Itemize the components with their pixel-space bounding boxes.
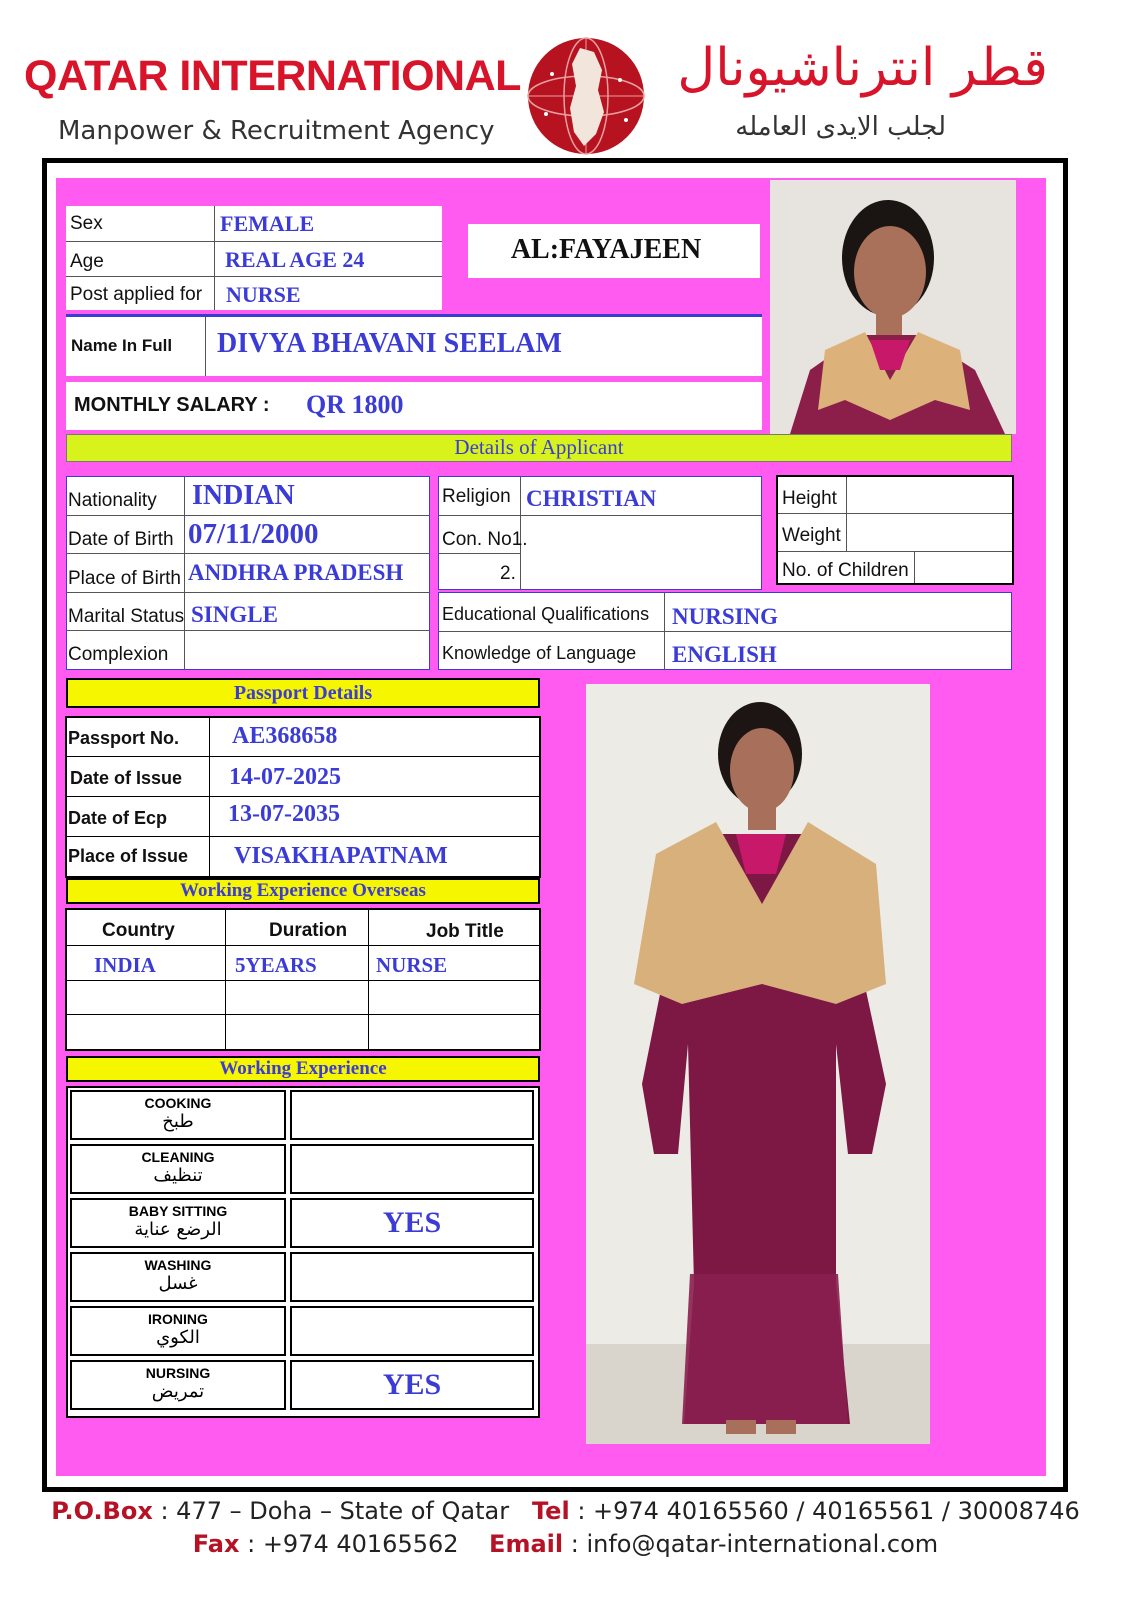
experience-header-bar: Working Experience	[66, 1056, 540, 1082]
experience-skill-name: CLEANING	[141, 1149, 215, 1165]
expiry-date-label: Date of Ecp	[68, 808, 168, 828]
experience-skill-arabic: غسل	[158, 1273, 198, 1294]
fax-label: Fax	[192, 1530, 240, 1558]
experience-skill-name: WASHING	[144, 1257, 212, 1273]
code-badge-text: AL:FAYAJEEN	[510, 234, 702, 265]
experience-skill-cell	[70, 1144, 286, 1194]
experience-skill-name: COOKING	[144, 1095, 212, 1111]
contact-2-label: 2.	[500, 563, 516, 584]
contact-1-label: Con. No1.	[442, 529, 528, 550]
passport-no-value: AE368658	[232, 723, 338, 749]
sex-label: Sex	[70, 213, 103, 234]
complexion-label: Complexion	[68, 644, 169, 665]
marital-value: SINGLE	[191, 602, 278, 627]
nationality-value: INDIAN	[192, 480, 295, 511]
education-value: NURSING	[672, 604, 779, 629]
tel-label: Tel	[531, 1497, 570, 1525]
language-value: ENGLISH	[672, 642, 777, 667]
applicant-full-length-photo	[586, 684, 930, 1444]
experience-value: YES	[382, 1206, 442, 1239]
experience-skill-cell	[70, 1306, 286, 1356]
age-value: REAL AGE 24	[225, 247, 365, 272]
height-label: Height	[782, 488, 837, 509]
experience-skill-cell	[70, 1360, 286, 1410]
email-value[interactable]: : info@qatar-international.com	[570, 1530, 939, 1558]
nationality-label: Nationality	[68, 490, 157, 511]
post-value: NURSE	[226, 282, 301, 307]
expiry-date-value: 13-07-2035	[228, 801, 340, 827]
salary-value: QR 1800	[306, 390, 404, 419]
experience-skill-arabic: تنظيف	[153, 1165, 203, 1186]
company-name: QATAR INTERNATIONAL	[24, 52, 521, 100]
education-label: Educational Qualifications	[442, 604, 650, 624]
pob-label: Place of Birth	[68, 568, 181, 589]
overseas-header-bar: Working Experience Overseas	[66, 878, 540, 904]
marital-label: Marital Status	[68, 606, 185, 627]
experience-skill-name: NURSING	[145, 1365, 211, 1381]
pobox-label: P.O.Box	[51, 1497, 153, 1525]
age-label: Age	[70, 251, 104, 272]
overseas-country-cell: INDIA	[94, 953, 156, 977]
email-label: Email	[489, 1530, 564, 1558]
experience-value-cell	[290, 1144, 534, 1194]
tel-value: : +974 40165560 / 40165561 / 30008746	[577, 1497, 1080, 1525]
experience-skill-arabic: الكوي	[156, 1327, 200, 1348]
dob-label: Date of Birth	[68, 529, 174, 550]
pob-value: ANDHRA PRADESH	[188, 560, 404, 585]
arabic-tagline: لجلب الايدى العامله	[735, 112, 946, 142]
sex-value: FEMALE	[220, 211, 315, 236]
weight-label: Weight	[782, 525, 841, 546]
name-value: DIVYA BHAVANI SEELAM	[217, 328, 562, 359]
experience-skill-cell	[70, 1252, 286, 1302]
experience-skill-arabic: طبخ	[162, 1111, 194, 1132]
overseas-header-job-title: Job Title	[426, 921, 504, 942]
footer-line-1	[0, 1497, 1131, 1525]
experience-value-cell	[290, 1252, 534, 1302]
overseas-job-title-cell: NURSE	[376, 953, 448, 977]
salary-label: MONTHLY SALARY :	[74, 394, 270, 416]
issue-date-value: 14-07-2025	[229, 764, 341, 790]
place-of-issue-value: VISAKHAPATNAM	[234, 843, 448, 869]
children-label: No. of Children	[782, 560, 909, 581]
experience-value-cell	[290, 1306, 534, 1356]
experience-skill-name: BABY SITTING	[128, 1203, 228, 1219]
passport-no-label: Passport No.	[68, 728, 180, 748]
details-header-text: Details of Applicant	[454, 435, 624, 459]
name-label: Name In Full	[71, 336, 173, 355]
globe-logo	[522, 34, 650, 158]
issue-date-label: Date of Issue	[70, 768, 183, 788]
passport-header-bar: Passport Details	[66, 678, 540, 708]
dob-value: 07/11/2000	[188, 518, 319, 550]
experience-skill-name: IRONING	[148, 1311, 208, 1327]
arabic-company-name: قطر انترناشيونال	[677, 38, 1048, 98]
experience-value-cell	[290, 1198, 534, 1248]
religion-value: CHRISTIAN	[526, 486, 657, 511]
fax-value: : +974 40165562	[247, 1530, 459, 1558]
experience-value-cell	[290, 1090, 534, 1140]
experience-skill-cell	[70, 1090, 286, 1140]
religion-label: Religion	[442, 486, 511, 507]
place-of-issue-label: Place of Issue	[68, 846, 189, 866]
post-label: Post applied for	[70, 284, 203, 305]
footer-line-2	[0, 1530, 1131, 1558]
language-label: Knowledge of Language	[442, 643, 637, 663]
applicant-portrait-photo	[770, 180, 1016, 434]
experience-skill-arabic: تمريض	[151, 1381, 205, 1402]
company-tagline: Manpower & Recruitment Agency	[58, 116, 495, 146]
overseas-header-duration: Duration	[269, 920, 348, 941]
overseas-duration-cell: 5YEARS	[235, 953, 317, 977]
experience-skill-arabic: الرضع عناية	[134, 1219, 222, 1240]
experience-skill-cell	[70, 1198, 286, 1248]
experience-value-cell	[290, 1360, 534, 1410]
overseas-header-country: Country	[102, 920, 175, 941]
experience-value: YES	[382, 1368, 442, 1401]
pobox-value: : 477 – Doha – State of Qatar	[160, 1497, 510, 1525]
